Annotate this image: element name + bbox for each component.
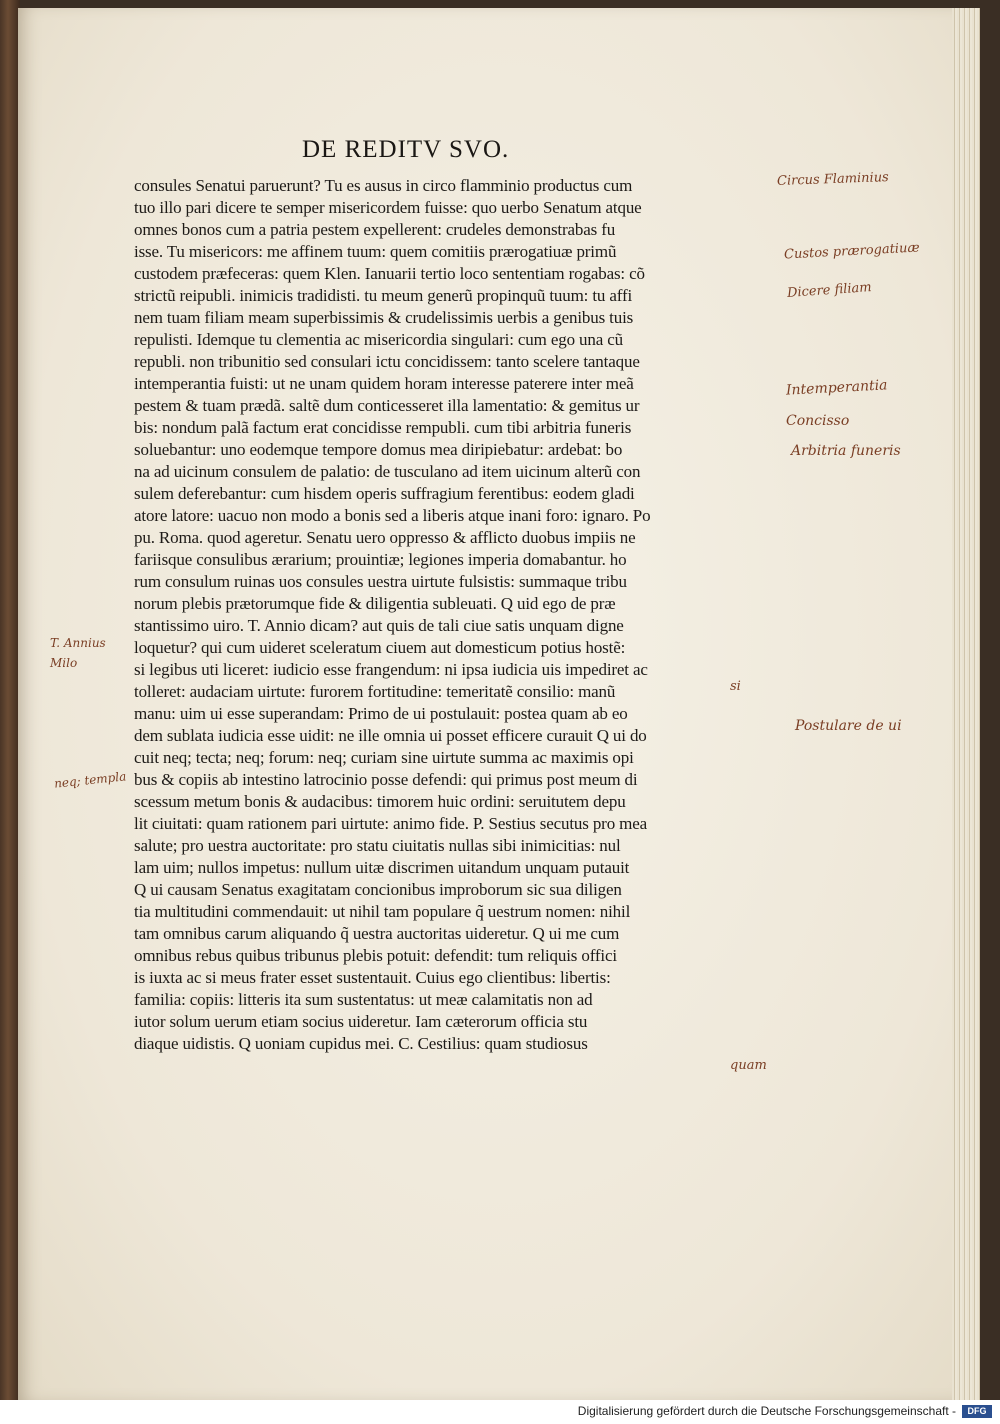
margin-note-custos: Custos prærogatiuæ <box>783 240 920 263</box>
text-line: loquetur? qui cum uideret sceleratum ciuem aut domesticum potius hostẽ: <box>134 638 626 657</box>
text-line: stantissimo uiro. T. Annio dicam? aut quis de tali ciue satis unquam digne <box>134 616 624 635</box>
margin-note-intemperantia: Intemperantia <box>785 377 888 399</box>
margin-note-si: si <box>730 679 741 694</box>
margin-note-dicere: Dicere filiam <box>786 280 873 301</box>
text-line: cuit neq; tecta; neq; forum: neq; curiam sine uirtute summa ac maximis opi <box>134 748 634 767</box>
text-line: rum consulum ruinas uos consules uestra uirtute fulsistis: summaque tribu <box>134 572 627 591</box>
margin-note-circus: Circus Flaminius <box>776 170 889 189</box>
text-line: Q ui causam Senatus exagitatam concionibus improborum sic sua diligen <box>134 880 622 899</box>
text-line: fariisque consulibus ærarium; prouintiæ; legiones imperia domabantur. ho <box>134 550 627 569</box>
footer-bar <box>0 1400 1000 1424</box>
book-binding <box>0 0 20 1424</box>
margin-note-quam: quam <box>730 1058 767 1073</box>
text-line: atore latore: uacuo non modo a bonis sed a liberis atque inani foro: ignaro. Po <box>134 506 651 525</box>
margin-note-arbitria: Arbitria funeris <box>791 443 901 459</box>
text-line: intemperantia fuisti: ut ne unam quidem horam interesse paterere inter meã <box>134 374 634 393</box>
text-line: diaque uidistis. Q uoniam cupidus mei. C. Cestilius: quam studiosus <box>134 1034 588 1053</box>
text-line: strictũ reipubli. inimicis tradidisti. tu meum generũ propinquũ tuum: tu affi <box>134 286 633 305</box>
text-line: bus & copiis ab intestino latrocinio posse defendi: qui primus post meum di <box>134 770 638 789</box>
footer-credit: Digitalisierung gefördert durch die Deutsche Forschungsgemeinschaft - <box>577 1404 956 1418</box>
text-line: pestem & tuam prædã. saltẽ dum conticesseret illa lamentatio: & gemitus ur <box>134 396 640 415</box>
text-line: sulem deferebantur: cum hisdem operis suffragium ferentibus: eodem gladi <box>134 484 635 503</box>
page-edges <box>952 8 980 1408</box>
text-line: custodem præfeceras: quem Klen. Ianuarii tertio loco sententiam rogabas: cõ <box>134 264 645 283</box>
margin-note-annius: T. Annius Milo <box>50 636 106 670</box>
text-line: scessum metum bonis & audacibus: timorem huic ordini: seruitutem depu <box>134 792 626 811</box>
text-line: si legibus uti liceret: iudicio esse frangendum: ni ipsa iudicia uis impediret ac <box>134 660 648 679</box>
dfg-logo-icon: DFG <box>962 1405 992 1418</box>
text-line: omnibus rebus quibus tribunus plebis potuit: defendit: tum reliquis offici <box>134 946 617 965</box>
text-line: republi. non tribunitio sed consulari ictu concidissem: tanto scelere tantaque <box>134 352 640 371</box>
text-line: consules Senatui paruerunt? Tu es ausus in circo flamminio productus cum <box>134 176 633 195</box>
main-text <box>134 175 714 1055</box>
margin-note-templa: neq; templa <box>53 769 127 791</box>
text-line: dem sublata iudicia esse uidit: ne ille omnia ui posset efficere curauit Q ui do <box>134 726 647 745</box>
page-header: DE REDITV SVO. <box>302 136 510 163</box>
text-line: tia multitudini commendauit: ut nihil tam populare q̃ uestrum nomen: nihil <box>134 902 631 921</box>
text-line: lam uim; nullos impetus: nullum uitæ discrimen uitandum unquam putauit <box>134 858 630 877</box>
text-line: lit ciuitati: quam rationem pari uirtute: animo fide. P. Sestius secutus pro mea <box>134 814 648 833</box>
margin-note-concisso: Concisso <box>786 413 850 429</box>
text-line: isse. Tu misericors: me affinem tuum: quem comitiis prærogatiuæ primũ <box>134 242 617 261</box>
text-line: is iuxta ac si meus frater esset sustentauit. Cuius ego clientibus: libertis: <box>134 968 611 987</box>
text-line: norum plebis prætorumque fide & diligentia subleuati. Q uid ego de præ <box>134 594 616 613</box>
text-line: bis: nondum palã factum erat concidisse rempubli. cum tibi arbitria funeris <box>134 418 632 437</box>
text-line: omnes bonos cum a patria pestem expellerent: crudeles demonstrabas fu <box>134 220 616 239</box>
text-line: familia: copiis: litteris ita sum sustentatus: ut meæ calamitatis non ad <box>134 990 593 1009</box>
text-line: manu: uim ui esse superandam: Primo de ui postulauit: postea quam ab eo <box>134 704 628 723</box>
text-line: tuo illo pari dicere te semper misericordem fuisse: quo uerbo Senatum atque <box>134 198 642 217</box>
text-line: soluebantur: uno eodemque tempore domus mea diripiebatur: ardebat: bo <box>134 440 623 459</box>
text-line: tam omnibus carum aliquando q̃ uestra auctoritas uideretur. Q ui me cum <box>134 924 620 943</box>
text-line: repulisti. Idemque tu clementia ac misericordia singulari: cum ego una cũ <box>134 330 623 349</box>
text-line: salute; pro uestra auctoritate: pro statu ciuitatis nullas sibi inimicitias: nul <box>134 836 621 855</box>
text-line: na ad uicinum consulem de palatio: de tusculano ad item uicinum alterũ con <box>134 462 641 481</box>
text-line: iutor solum uerum etiam socius uideretur. Iam cæterorum officia stu <box>134 1012 588 1031</box>
text-line: nem tuam filiam meam superbissimis & crudelissimis uerbis a genibus tuis <box>134 308 634 327</box>
margin-note-postulare: Postulare de ui <box>795 718 902 734</box>
text-line: tolleret: audaciam uirtute: furorem fortitudine: temeritatẽ consilio: manũ <box>134 682 616 701</box>
text-line: pu. Roma. quod ageretur. Senatu uero oppresso & afflicto duobus impiis ne <box>134 528 636 547</box>
